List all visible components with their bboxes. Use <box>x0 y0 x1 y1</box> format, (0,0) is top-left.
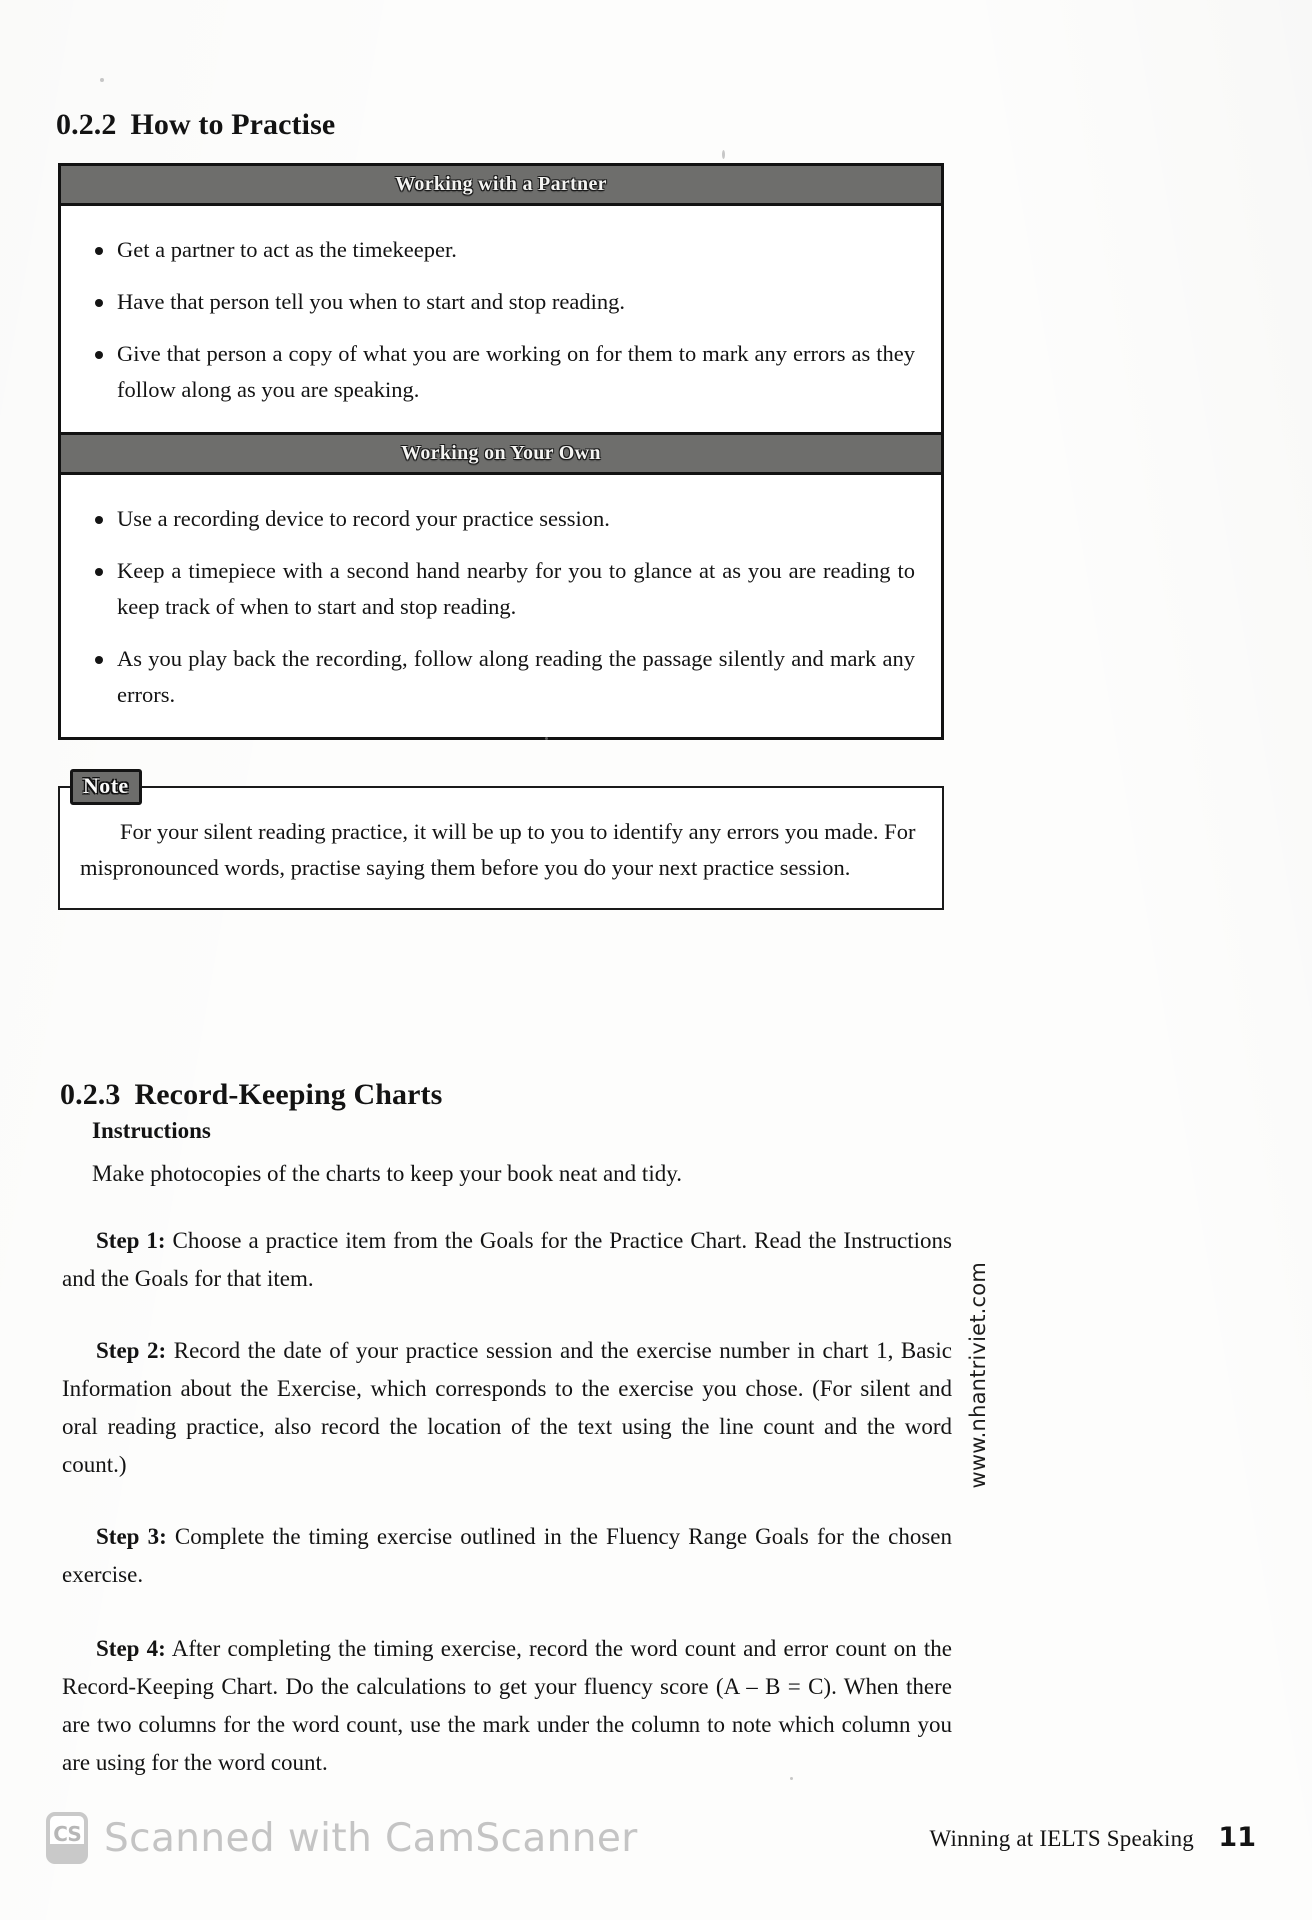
band-label: Working with a Partner <box>395 173 607 195</box>
camscanner-logo-text: CS <box>53 1821 81 1846</box>
step-text: After completing the timing exercise, record the word count and error count on the Record-Keeping Chart. Do the calculations to get your fluency score (A – B = C). When there are two columns for the word count, use the mark under the column to note which column you are using for the word count. <box>62 1636 952 1775</box>
camscanner-watermark <box>46 1812 638 1864</box>
instructions-label: Instructions <box>92 1118 211 1143</box>
section-title: How to Practise <box>130 108 336 141</box>
list-item: Give that person a copy of what you are working on for them to mark any errors as they follow along as you are speaking. <box>87 336 915 408</box>
paragraph-step-1 <box>62 1222 952 1298</box>
list-item: Use a recording device to record your practice session. <box>87 501 915 537</box>
bullet-list-own <box>87 501 915 713</box>
step-label: Step 3: <box>96 1524 167 1549</box>
note-box <box>58 786 944 910</box>
practise-table <box>58 163 944 740</box>
camscanner-logo-icon <box>46 1812 88 1864</box>
scan-speck <box>790 1777 793 1780</box>
band-label: Working on Your Own <box>401 442 601 464</box>
note-callout <box>58 773 944 910</box>
step-text: Complete the timing exercise outlined in the Fluency Range Goals for the chosen exercise. <box>62 1524 952 1587</box>
instructions-text: Make photocopies of the charts to keep your book neat and tidy. <box>92 1161 682 1186</box>
section-heading-how-to-practise <box>56 108 335 142</box>
step-text: Choose a practice item from the Goals for the Practice Chart. Read the Instructions and the Goals for that item. <box>62 1228 952 1291</box>
list-item: Get a partner to act as the timekeeper. <box>87 232 915 268</box>
camscanner-watermark-text: Scanned with CamScanner <box>104 1815 638 1861</box>
page-number: 11 <box>1218 1822 1256 1853</box>
running-book-title: Winning at IELTS Speaking <box>929 1826 1194 1851</box>
table-band-working-on-your-own <box>61 432 941 475</box>
table-body-working-on-your-own <box>61 475 941 737</box>
note-body-text: For your silent reading practice, it will be up to you to identify any errors you made. For mispronounced words, practise saying them before you do your next practice session. <box>80 819 916 880</box>
section-number: 0.2.2 <box>56 108 117 141</box>
paragraph-step-4 <box>62 1630 952 1782</box>
paragraph-step-2 <box>62 1332 952 1484</box>
note-tab-label: Note <box>83 773 129 798</box>
table-band-working-with-a-partner <box>61 166 941 206</box>
list-item: As you play back the recording, follow along reading the passage silently and mark any errors. <box>87 641 915 713</box>
scan-speck <box>545 737 548 740</box>
step-label: Step 4: <box>96 1636 166 1661</box>
section-number: 0.2.3 <box>60 1078 121 1111</box>
note-tab <box>70 769 142 805</box>
section-heading-record-keeping-charts <box>60 1078 442 1112</box>
section-title: Record-Keeping Charts <box>134 1078 443 1111</box>
step-label: Step 1: <box>96 1228 166 1253</box>
scan-speck <box>722 150 725 159</box>
step-label: Step 2: <box>96 1338 167 1363</box>
scan-speck <box>100 78 104 82</box>
vertical-site-url: www.nhantriviet.com <box>966 1262 990 1489</box>
paragraph-step-3 <box>62 1518 952 1594</box>
table-body-working-with-a-partner <box>61 206 941 432</box>
list-item: Have that person tell you when to start and stop reading. <box>87 284 915 320</box>
step-text: Record the date of your practice session and the exercise number in chart 1, Basic Information about the Exercise, which corresponds to the exercise you chose. (For silent and oral reading practice, also record the location of the text using the line count and the word count.) <box>62 1338 952 1477</box>
bullet-list-partner <box>87 232 915 408</box>
list-item: Keep a timepiece with a second hand nearby for you to glance at as you are reading to keep track of when to start and stop reading. <box>87 553 915 625</box>
